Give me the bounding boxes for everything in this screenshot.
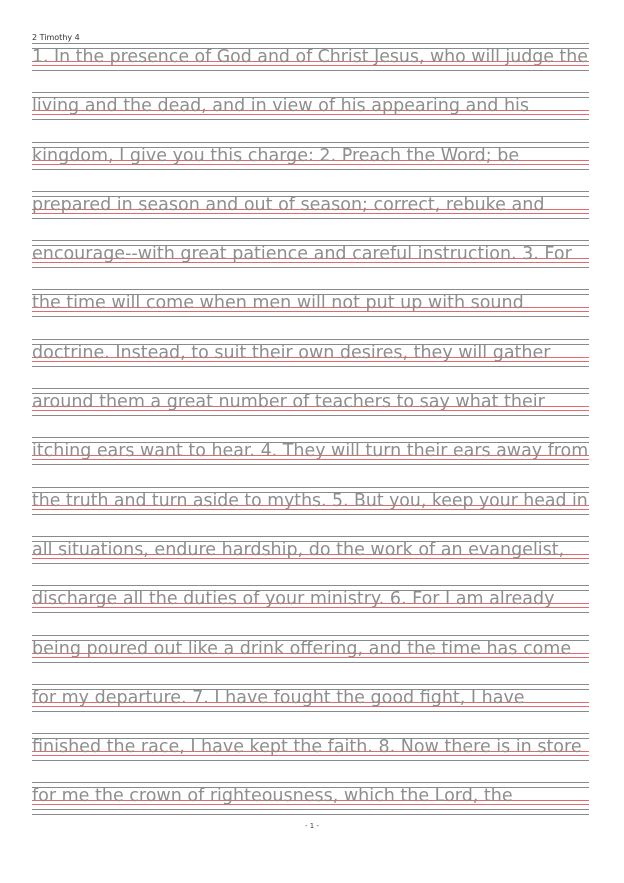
practice-line <box>32 388 589 437</box>
trace-text: kingdom, I give you this charge: 2. Preach the Word; be <box>32 145 520 166</box>
trace-text: living and the dead, and in view of his appearing and his <box>32 96 530 117</box>
practice-line <box>32 43 589 92</box>
practice-line <box>32 437 589 486</box>
practice-line <box>32 142 589 191</box>
trace-text: the time will come when men will not put up with sound <box>32 293 524 314</box>
practice-line <box>32 585 589 634</box>
page-number: - 1 - <box>305 822 319 830</box>
trace-text: discharge all the duties of your ministry. 6. For I am already <box>32 589 555 610</box>
trace-text: finished the race, I have kept the faith. 8. Now there is in store <box>32 737 582 758</box>
trace-text: 1. In the presence of God and of Christ Jesus, who will judge the <box>32 47 588 67</box>
trace-text: encourage--with great patience and careful instruction. 3. For <box>32 244 572 265</box>
page-header: 2 Timothy 4 <box>32 33 80 42</box>
trace-text: being poured out like a drink offering, and the time has come <box>32 638 572 659</box>
practice-line <box>32 339 589 388</box>
trace-text: all situations, endure hardship, do the work of an evangelist, <box>32 539 565 560</box>
trace-text: the truth and turn aside to myths. 5. But you, keep your head in <box>32 490 588 511</box>
trace-text: itching ears want to hear. 4. They will turn their ears away from <box>32 441 589 462</box>
practice-line <box>32 191 589 240</box>
practice-line <box>32 289 589 338</box>
practice-line <box>32 240 589 289</box>
trace-text: for my departure. 7. I have fought the good fight, I have <box>32 687 525 708</box>
trace-text: prepared in season and out of season; correct, rebuke and <box>32 194 545 215</box>
practice-line <box>32 92 589 141</box>
bottom-guide-rule <box>32 814 589 815</box>
trace-text: for me the crown of righteousness, which the Lord, the <box>32 786 513 807</box>
practice-line <box>32 536 589 585</box>
practice-line <box>32 733 589 782</box>
practice-line <box>32 635 589 684</box>
practice-line <box>32 487 589 536</box>
trace-text: around them a great number of teachers to say what their <box>32 392 545 413</box>
practice-line <box>32 684 589 733</box>
handwriting-practice-sheet <box>32 43 589 832</box>
trace-text: doctrine. Instead, to suit their own desires, they will gather <box>32 342 551 363</box>
